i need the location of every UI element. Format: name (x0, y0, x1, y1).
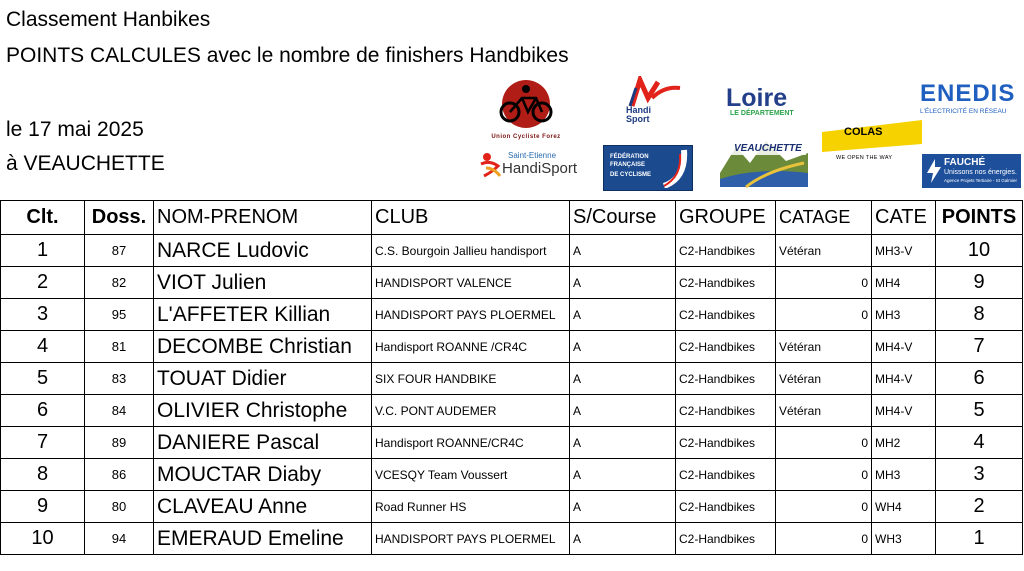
rank-cell: 7 (1, 427, 85, 459)
se-line2: HandiSport (502, 160, 578, 177)
name-cell: NARCE Ludovic (154, 235, 372, 267)
loire-sub: LE DÉPARTEMENT (730, 110, 794, 117)
saint-etienne-handisport-logo (478, 148, 578, 182)
bib-cell: 87 (85, 235, 154, 267)
cate-cell: MH3-V (872, 235, 936, 267)
points-cell: 9 (936, 267, 1023, 299)
points-cell: 2 (936, 491, 1023, 523)
colas-name: COLAS (844, 126, 883, 138)
catage-cell: Vétéran (776, 235, 872, 267)
points-cell: 1 (936, 523, 1023, 555)
cate-cell: MH4-V (872, 331, 936, 363)
points-cell: 5 (936, 395, 1023, 427)
col-catage: CATAGE (776, 201, 872, 235)
club-cell: VCESQY Team Voussert (372, 459, 570, 491)
enedis-tagline: L'ÉLECTRICITÉ EN RÉSEAU (920, 108, 1007, 115)
bib-cell: 84 (85, 395, 154, 427)
groupe-cell: C2-Handbikes (676, 395, 776, 427)
club-cell: Handisport ROANNE /CR4C (372, 331, 570, 363)
name-cell: EMERAUD Emeline (154, 523, 372, 555)
col-club: CLUB (372, 201, 570, 235)
rank-cell: 4 (1, 331, 85, 363)
lightning-icon (925, 159, 943, 183)
club-cell: Road Runner HS (372, 491, 570, 523)
table-row (1, 427, 1023, 459)
course-cell: A (570, 523, 676, 555)
cate-cell: MH4-V (872, 395, 936, 427)
bib-cell: 82 (85, 267, 154, 299)
ffc-logo (603, 145, 693, 191)
table-row (1, 267, 1023, 299)
bib-cell: 83 (85, 363, 154, 395)
table-row (1, 491, 1023, 523)
enedis-name: ENEDIS (920, 80, 1016, 107)
groupe-cell: C2-Handbikes (676, 427, 776, 459)
bib-cell: 94 (85, 523, 154, 555)
page-subtitle: POINTS CALCULES avec le nombre de finishers Handbikes (6, 44, 569, 67)
club-cell: HANDISPORT PAYS PLOERMEL (372, 523, 570, 555)
enedis-logo (918, 80, 1022, 120)
fauche-tagline: Unissons nos énergies. (944, 169, 1017, 176)
table-header-row (1, 201, 1023, 235)
catage-cell: Vétéran (776, 395, 872, 427)
bib-cell: 86 (85, 459, 154, 491)
ucf-caption: Union Cycliste Forez (491, 134, 561, 140)
rank-cell: 3 (1, 299, 85, 331)
club-cell: C.S. Bourgoin Jallieu handisport (372, 235, 570, 267)
groupe-cell: C2-Handbikes (676, 235, 776, 267)
rank-cell: 6 (1, 395, 85, 427)
table-row (1, 235, 1023, 267)
ffc-line1: FÉDÉRATION (610, 154, 649, 160)
groupe-cell: C2-Handbikes (676, 363, 776, 395)
course-cell: A (570, 459, 676, 491)
cate-cell: WH3 (872, 523, 936, 555)
cate-cell: MH2 (872, 427, 936, 459)
points-cell: 4 (936, 427, 1023, 459)
name-cell: TOUAT Didier (154, 363, 372, 395)
points-cell: 10 (936, 235, 1023, 267)
name-cell: CLAVEAU Anne (154, 491, 372, 523)
name-cell: MOUCTAR Diaby (154, 459, 372, 491)
name-cell: OLIVIER Christophe (154, 395, 372, 427)
colas-logo (822, 118, 922, 164)
catage-cell: 0 (776, 459, 872, 491)
cate-cell: MH4 (872, 267, 936, 299)
se-line1: Saint-Etienne (508, 151, 557, 160)
course-cell: A (570, 363, 676, 395)
ranking-table (0, 200, 1023, 555)
cate-cell: WH4 (872, 491, 936, 523)
rank-cell: 2 (1, 267, 85, 299)
bicycle-icon (486, 78, 566, 132)
event-place: à VEAUCHETTE (6, 152, 165, 175)
veauchette-name: VEAUCHETTE (734, 143, 802, 154)
bib-cell: 89 (85, 427, 154, 459)
loire-logo (726, 84, 806, 124)
fauche-sub: Agence Projets Tertiaire - St Galmier (944, 178, 1017, 183)
table-row (1, 299, 1023, 331)
course-cell: A (570, 299, 676, 331)
ffc-line2: FRANÇAISE (610, 162, 646, 168)
hs-line1: Handi (626, 105, 652, 115)
rank-cell: 8 (1, 459, 85, 491)
club-cell: HANDISPORT VALENCE (372, 267, 570, 299)
bib-cell: 81 (85, 331, 154, 363)
course-cell: A (570, 267, 676, 299)
groupe-cell: C2-Handbikes (676, 491, 776, 523)
name-cell: DECOMBE Christian (154, 331, 372, 363)
handisport-figure-icon (478, 152, 502, 180)
ffc-swoosh-icon (660, 148, 690, 188)
groupe-cell: C2-Handbikes (676, 523, 776, 555)
points-cell: 7 (936, 331, 1023, 363)
course-cell: A (570, 491, 676, 523)
table-row (1, 523, 1023, 555)
cate-cell: MH3 (872, 299, 936, 331)
course-cell: A (570, 395, 676, 427)
rank-cell: 5 (1, 363, 85, 395)
fauche-logo (922, 154, 1021, 188)
club-cell: HANDISPORT PAYS PLOERMEL (372, 299, 570, 331)
club-cell: SIX FOUR HANDBIKE (372, 363, 570, 395)
loire-name: Loire (726, 84, 788, 112)
course-cell: A (570, 427, 676, 459)
catage-cell: 0 (776, 523, 872, 555)
col-name: NOM-PRENOM (154, 201, 372, 235)
groupe-cell: C2-Handbikes (676, 459, 776, 491)
page-title: Classement Hanbikes (6, 8, 211, 31)
ffc-line3: DE CYCLISME (610, 172, 652, 178)
col-points: POINTS (936, 201, 1023, 235)
veauchette-logo (716, 133, 812, 189)
catage-cell: Vétéran (776, 363, 872, 395)
groupe-cell: C2-Handbikes (676, 299, 776, 331)
club-cell: V.C. PONT AUDEMER (372, 395, 570, 427)
fauche-name: FAUCHÉ (944, 157, 986, 168)
colas-tagline: WE OPEN THE WAY (836, 155, 893, 161)
course-cell: A (570, 235, 676, 267)
landscape-icon (716, 133, 812, 189)
bib-cell: 80 (85, 491, 154, 523)
handisport-wave-icon (618, 76, 686, 108)
groupe-cell: C2-Handbikes (676, 267, 776, 299)
rank-cell: 9 (1, 491, 85, 523)
course-cell: A (570, 331, 676, 363)
catage-cell: Vétéran (776, 331, 872, 363)
groupe-cell: C2-Handbikes (676, 331, 776, 363)
col-doss: Doss. (85, 201, 154, 235)
ucf-logo (486, 78, 566, 140)
points-cell: 6 (936, 363, 1023, 395)
col-cate: CATE (872, 201, 936, 235)
col-course: S/Course (570, 201, 676, 235)
bib-cell: 95 (85, 299, 154, 331)
name-cell: VIOT Julien (154, 267, 372, 299)
points-cell: 8 (936, 299, 1023, 331)
table-row (1, 331, 1023, 363)
handisport-logo (618, 76, 686, 138)
col-groupe: GROUPE (676, 201, 776, 235)
cate-cell: MH4-V (872, 363, 936, 395)
name-cell: L'AFFETER Killian (154, 299, 372, 331)
catage-cell: 0 (776, 491, 872, 523)
event-date: le 17 mai 2025 (6, 118, 144, 141)
table-row (1, 363, 1023, 395)
table-row (1, 395, 1023, 427)
table-row (1, 459, 1023, 491)
col-clt: Clt. (1, 201, 85, 235)
rank-cell: 1 (1, 235, 85, 267)
name-cell: DANIERE Pascal (154, 427, 372, 459)
points-cell: 3 (936, 459, 1023, 491)
hs-line2: Sport (626, 114, 650, 124)
catage-cell: 0 (776, 299, 872, 331)
cate-cell: MH3 (872, 459, 936, 491)
catage-cell: 0 (776, 427, 872, 459)
club-cell: Handisport ROANNE/CR4C (372, 427, 570, 459)
catage-cell: 0 (776, 267, 872, 299)
rank-cell: 10 (1, 523, 85, 555)
